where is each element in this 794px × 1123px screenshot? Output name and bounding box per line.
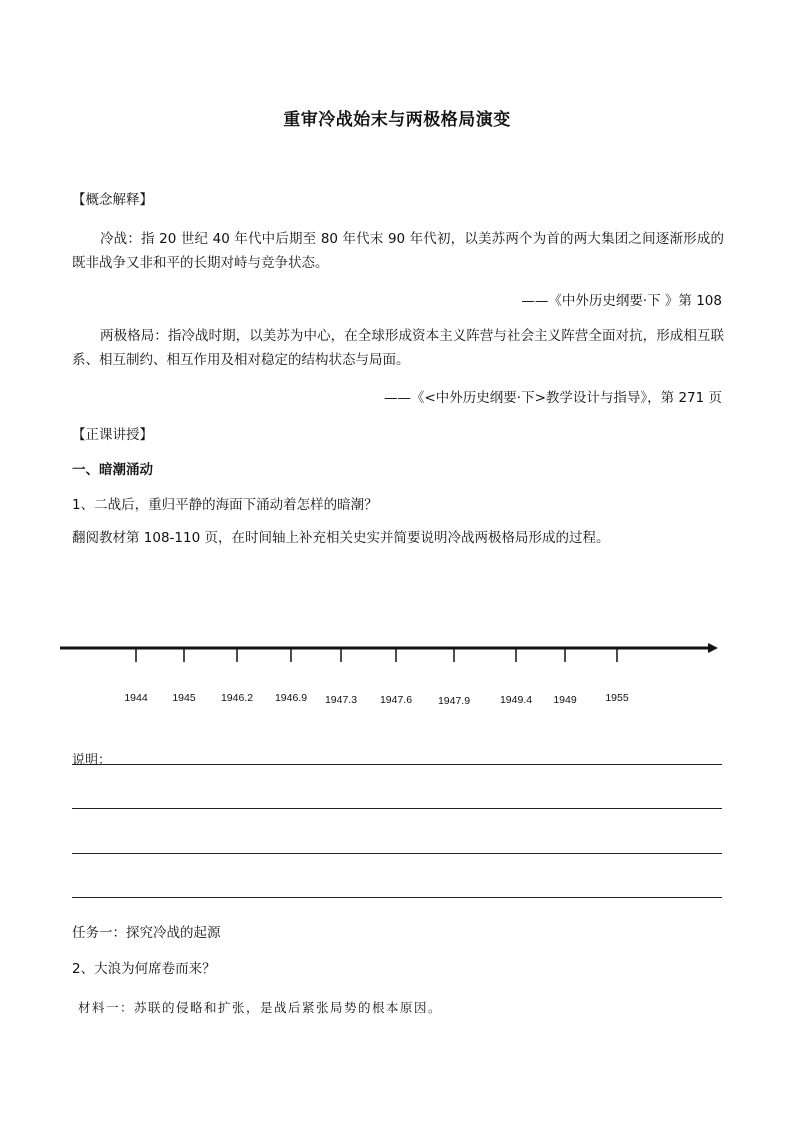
timeline-tick-label: 1945 (172, 692, 196, 704)
timeline-tick-label: 1944 (124, 692, 148, 704)
timeline (60, 638, 724, 728)
section-lecture-heading: 【正课讲授】 (72, 427, 153, 443)
timeline-tick-label: 1947.6 (379, 694, 413, 706)
timeline-tick-label: 1947.3 (324, 694, 358, 706)
question-2: 2、大浪为何席卷而来？ (72, 961, 216, 977)
answer-line-1[interactable] (72, 764, 722, 765)
timeline-arrow-icon (708, 643, 718, 653)
heading-undercurrent: 一、暗潮涌动 (72, 462, 153, 478)
answer-line-3[interactable] (72, 853, 722, 854)
explain-label: 说明： (72, 753, 112, 768)
page-title: 重审冷战始末与两极格局演变 (283, 110, 511, 130)
concept-coldwar-source: ——《中外历史纲要·下 》第 108 (521, 293, 722, 309)
answer-line-2[interactable] (72, 808, 722, 809)
concept-coldwar-definition: 冷战：指 20 世纪 40 年代中后期至 80 年代末 90 年代初，以美苏两个为首的两大集团之间逐渐形成的既非战争又非和平的长期对峙与竞争状态。 (72, 231, 724, 271)
concept-bipolar-source: ——《<中外历史纲要·下>教学设计与指导》，第 271 页 (383, 390, 722, 406)
timeline-tick-label: 1946.9 (274, 692, 308, 704)
answer-line-4[interactable] (72, 897, 722, 898)
instruction-1: 翻阅教材第 108-110 页，在时间轴上补充相关史实并简要说明冷战两极格局形成的过程。 (72, 530, 610, 546)
timeline-tick-label: 1955 (605, 692, 629, 704)
timeline-tick-label: 1947.9 (437, 695, 471, 707)
concept-bipolar-definition: 两极格局：指冷战时期，以美苏为中心，在全球形成资本主义阵营与社会主义阵营全面对抗，形成相互联系、相互制约、相互作用及相对稳定的结构状态与局面。 (72, 328, 724, 368)
timeline-tick-label: 1946.2 (220, 692, 254, 704)
section-concepts-heading: 【概念解释】 (72, 192, 153, 208)
timeline-axis (60, 638, 724, 678)
question-1: 1、二战后，重归平静的海面下涌动着怎样的暗潮？ (72, 497, 378, 513)
task-1: 任务一：探究冷战的起源 (72, 925, 221, 941)
material-1: 材料一：苏联的侵略和扩张，是战后紧张局势的根本原因。 (78, 1000, 443, 1015)
timeline-tick-label: 1949.4 (499, 694, 533, 706)
timeline-tick-label: 1949 (553, 694, 577, 706)
